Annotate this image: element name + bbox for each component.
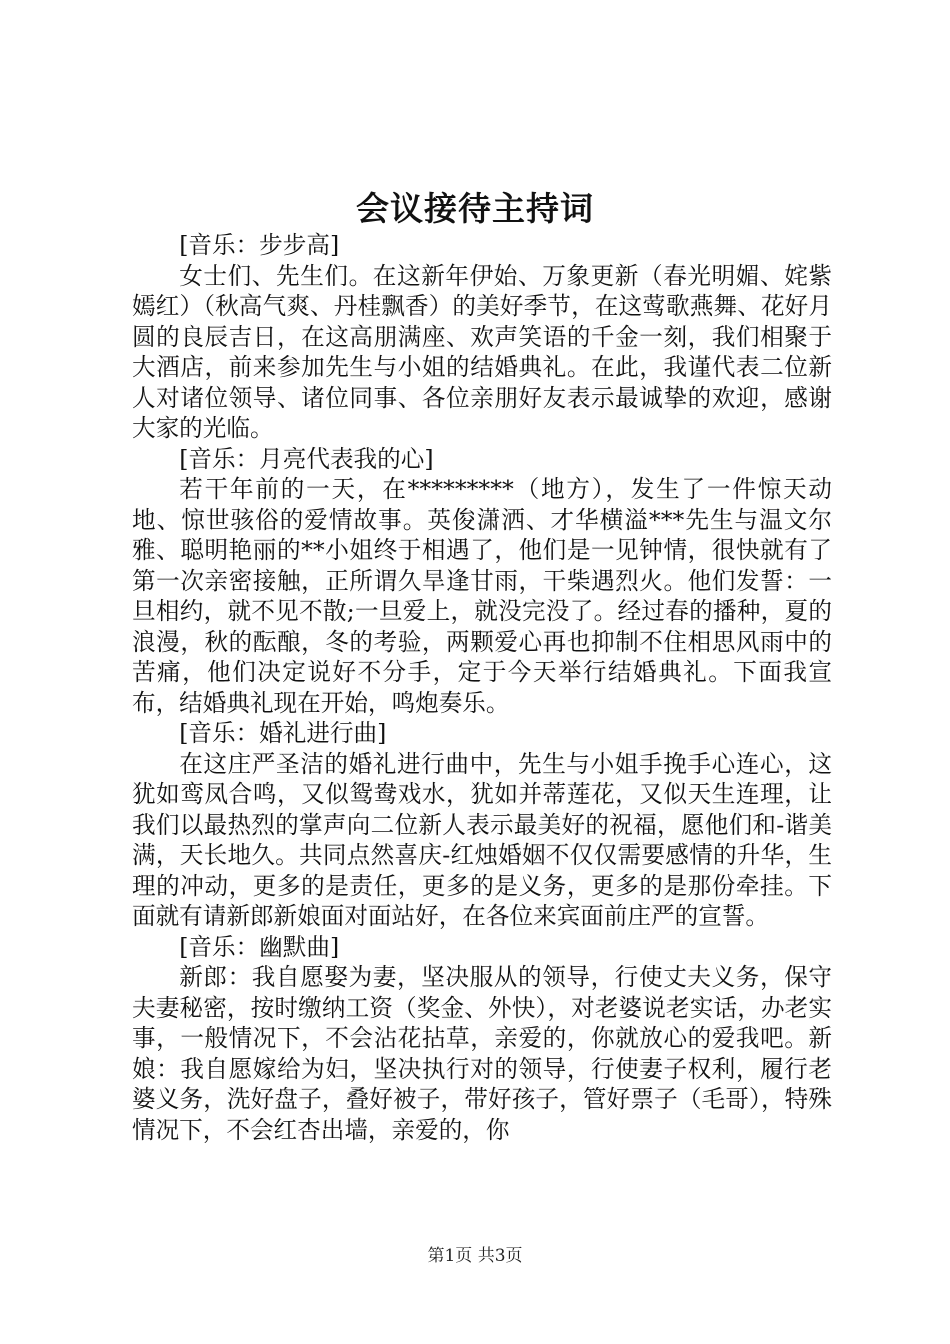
music-cue-4: [音乐：幽默曲] — [179, 932, 340, 961]
paragraph-love-story: 若干年前的一天，在*********（地方），发生了一件惊天动地、惊世骇俗的爱情故事。英俊潇洒、才华横溢***先生与温文尔雅、聪明艳丽的**小姐终于相遇了，他们是一见钟情，很快就有了第一次亲密接触，正所谓久旱逢甘雨，干柴遇烈火。他们发誓：一旦相约，就不见不散;一旦爱上，就没完没了。经过春的播种，夏的浪漫，秋的酝酿，冬的考验，两颗爱心再也抑制不住相思风雨中的苦痛，他们决定说好不分手，定于今天举行结婚典礼。下面我宣布，结婚典礼现在开始，鸣炮奏乐。 — [132, 475, 832, 717]
music-cue-3: [音乐：婚礼进行曲] — [179, 719, 387, 747]
music-cue-1: [音乐：步步高] — [179, 231, 340, 259]
paragraph-vows: 新郎：我自愿娶为妻，坚决服从的领导，行使丈夫义务，保守夫妻秘密，按时缴纳工资（奖金、外快），对老婆说老实话，办老实事，一般情况下，不会沾花拈草，亲爱的，你就放心的爱我吧。新娘：我自愿嫁给为妇，坚决执行对的领导，行使妻子权利，履行老婆义务，洗好盘子，叠好被子，带好孩子，管好票子（毛哥），特殊情况下，不会红杏出墙，亲爱的，你 — [132, 963, 832, 1144]
paragraph-opening: 女士们、先生们。在这新年伊始、万象更新（春光明媚、姹紫嫣红）（秋高气爽、丹桂飘香）的美好季节，在这莺歌燕舞、花好月圆的良辰吉日，在这高朋满座、欢声笑语的千金一刻，我们相聚于大酒店，前来参加先生与小姐的结婚典礼。在此，我谨代表二位新人对诸位领导、诸位同事、各位亲朋好友表示最诚挚的欢迎，感谢大家的光临。 — [132, 261, 832, 442]
music-cue-2: [音乐：月亮代表我的心] — [179, 444, 434, 473]
document-body — [132, 230, 832, 1145]
page-footer: 第1页 共3页 — [427, 1246, 523, 1266]
document-title: 会议接待主持词 — [356, 189, 594, 228]
paragraph-wedding-march: 在这庄严圣洁的婚礼进行曲中，先生与小姐手挽手心连心，这犹如鸾凤合鸣，又似鸳鸯戏水，犹如并蒂莲花，又似天生连理，让我们以最热烈的掌声向二位新人表示最美好的祝福，愿他们和-谐美满，天长地久。共同点然喜庆-红烛婚姻不仅仅需要感情的升华，生理的冲动，更多的是责任，更多的是义务，更多的是那份牵挂。下面就有请新郎新娘面对面站好，在各位来宾面前庄严的宣誓。 — [132, 749, 832, 930]
